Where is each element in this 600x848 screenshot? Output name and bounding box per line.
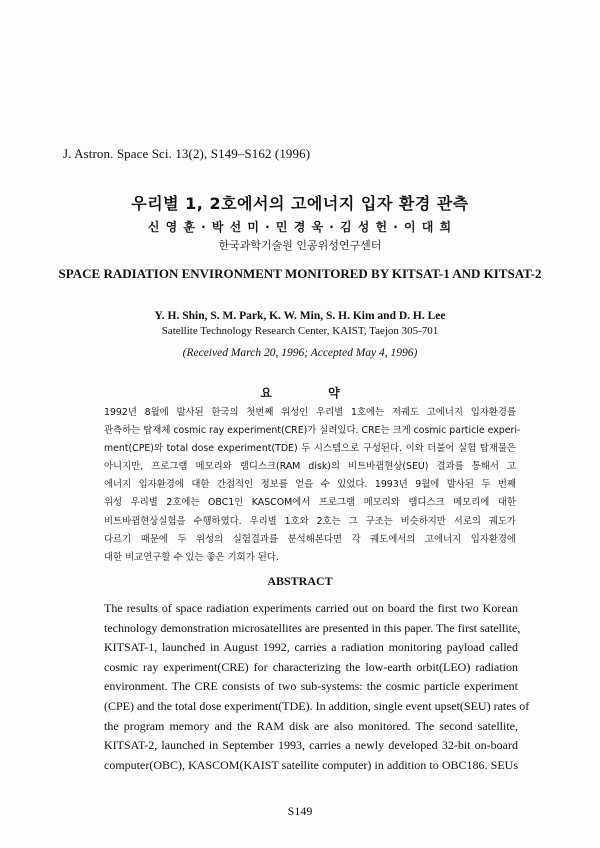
korean-abstract-line: 에너지 입자환경에 대한 간접적인 정보를 얻을 수 있었다. 1993년 9월에 발사된 두 번째	[104, 479, 516, 491]
english-abstract-line: The results of space radiation experiments carried out on board the first two Korean	[104, 601, 518, 615]
abstract-heading: ABSTRACT	[267, 574, 333, 588]
english-title: SPACE RADIATION ENVIRONMENT MONITORED BY KITSAT-1 AND KITSAT-2	[58, 266, 542, 281]
english-abstract	[104, 599, 530, 775]
korean-abstract-line: 1992년 8월에 발사된 한국의 첫번째 위성인 우리별 1호에는 저궤도 고에너지 입자환경를	[104, 407, 516, 418]
korean-abstract-line: 아니지만, 프로그램 메모리와 램디스크(RAM disk)의 비트바뀜현상(SEU) 결과를 통해서 고	[104, 461, 516, 473]
korean-abstract-line: 위성 우리별 2호에는 OBC1인 KASCOM에서 프로그램 메모리와 램디스크 메모리에 대한	[104, 497, 516, 509]
korean-abstract-line: 다르기 때문에 두 위성의 실험결과를 분석해본다면 각 궤도에서의 고에너지 입자환경에	[104, 533, 516, 545]
english-abstract-line: computer(OBC), KASCOM(KAIST satellite computer) in addition to OBC186. SEUs	[104, 757, 518, 772]
english-abstract-line: KITSAT-2, launched in September 1993, carries a newly developed 32-bit on-board	[104, 738, 518, 753]
korean-abstract-line: ment(CPE)와 total dose experiment(TDE) 두 시스템으로 구성된다. 이와 더불어 실험 탑재물은	[104, 443, 516, 455]
korean-abstract-heading: 요 약	[260, 386, 366, 400]
korean-title: 우리별 1, 2호에서의 고에너지 입자 환경 관측	[131, 194, 469, 213]
english-abstract-line: cosmic ray experiment(CRE) for characterizing the low-earth orbit(LEO) radiation	[104, 659, 518, 674]
journal-citation: J. Astron. Space Sci. 13(2), S149–S162 (1996)	[63, 146, 311, 161]
korean-abstract-line: 관측하는 탑재체 cosmic ray experiment(CRE)가 실려있다. CRE는 크게 cosmic particle experi-	[104, 425, 521, 437]
received-dates: (Received March 20, 1996; Accepted May 4, 1996)	[182, 347, 418, 359]
english-affiliation: Satellite Technology Research Center, KAIST, Taejon 305-701	[161, 325, 439, 337]
korean-authors: 신 영 훈 · 박 선 미 · 민 경 욱 · 김 성 헌 · 이 대 희	[147, 220, 453, 234]
korean-abstract	[104, 404, 521, 567]
page-number: S149	[287, 804, 313, 818]
english-abstract-line: the program memory and the RAM disk are also monitored. The second satellite,	[104, 718, 518, 733]
english-authors: Y. H. Shin, S. M. Park, K. W. Min, S. H. Kim and D. H. Lee	[154, 310, 446, 322]
korean-abstract-line: 비트바뀜현상실험을 수행하였다. 우리별 1호와 2호는 그 구조는 비슷하지만 서로의 궤도가	[104, 515, 516, 527]
english-abstract-line: environment. The CRE consists of two sub-systems: the cosmic particle experiment	[104, 679, 518, 694]
english-abstract-line: KITSAT-1, launched in August 1992, carries a radiation monitoring payload called	[104, 640, 518, 655]
english-abstract-line: technology demonstration microsatellites are presented in this paper. The first satellite,	[104, 620, 521, 635]
english-abstract-line: (CPE) and the total dose experiment(TDE). In addition, single event upset(SEU) rates of	[104, 698, 530, 713]
korean-abstract-line: 대한 비교연구할 수 있는 좋은 기회가 된다.	[104, 551, 279, 563]
korean-affiliation: 한국과학기술원 인공위성연구센터	[218, 239, 382, 252]
